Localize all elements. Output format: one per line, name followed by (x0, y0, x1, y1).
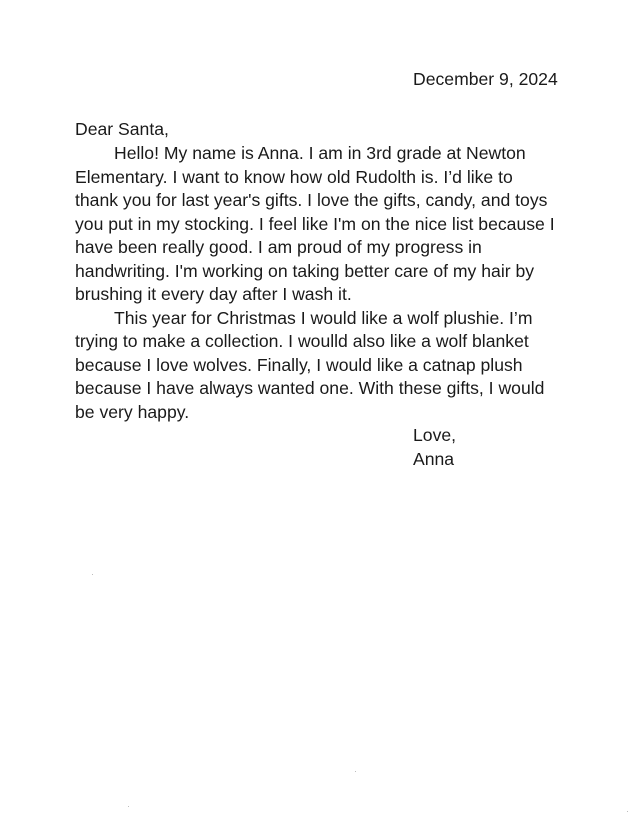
paragraph-2-line: This year for Christmas I would like a wolf plushie. I’m (114, 307, 533, 328)
paragraph-2-line: because I have always wanted one. With these gifts, I would (75, 378, 545, 398)
paragraph-1-line: Elementary. I want to know how old Rudolth is. I’d like to (75, 166, 513, 187)
paragraph-1-line: you put in my stocking. I feel like I'm on the nice list because I (75, 213, 555, 234)
paragraph-2-line: trying to make a collection. I woulld also like a wolf blanket (75, 331, 529, 351)
paragraph-1-line: Hello! My name is Anna. I am in 3rd grade at Newton (114, 143, 526, 163)
scan-speck (92, 574, 93, 575)
signature: Anna (413, 449, 455, 469)
closing: Love, (413, 425, 457, 445)
paragraph-2-line: be very happy. (75, 401, 190, 422)
scan-speck (355, 771, 356, 772)
scan-speck (128, 806, 129, 807)
paragraph-1-line: have been really good. I am proud of my progress in (75, 237, 482, 257)
paragraph-1-line: brushing it every day after I wash it. (75, 284, 352, 304)
paragraph-1-line: thank you for last year's gifts. I love the gifts, candy, and toys (75, 190, 548, 210)
paragraph-2-line: because I love wolves. Finally, I would like a catnap plush (75, 354, 523, 375)
salutation: Dear Santa, (75, 119, 169, 139)
scan-speck (627, 811, 628, 812)
paragraph-1-line: handwriting. I'm working on taking better care of my hair by (75, 260, 535, 281)
letter-date: December 9, 2024 (413, 69, 558, 89)
